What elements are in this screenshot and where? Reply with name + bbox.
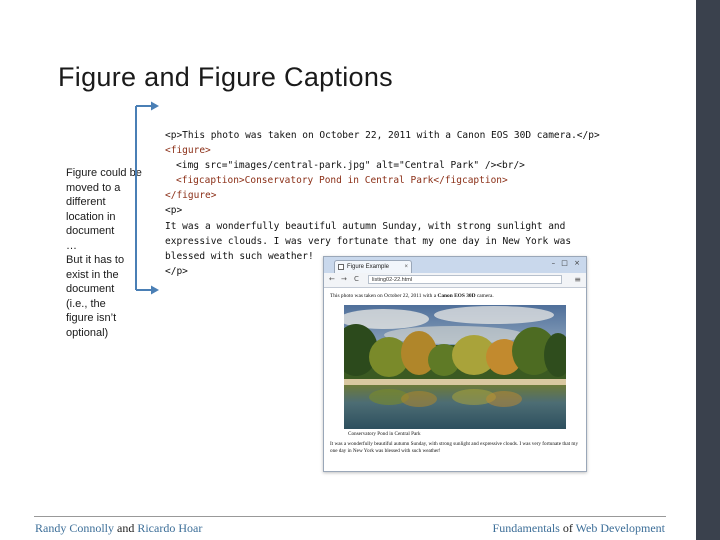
code-line-4: <figcaption>Conservatory Pond in Central Park</figcaption> [176, 175, 508, 187]
side-note-line: exist in the [66, 268, 119, 281]
code-line-5: </figure> [165, 190, 217, 202]
browser-tab[interactable] [334, 260, 412, 273]
side-note-line: Figure could be [66, 167, 142, 179]
close-icon[interactable]: × [404, 264, 408, 270]
side-note-line: location in [66, 210, 116, 223]
browser-page-content [324, 288, 586, 305]
reload-icon[interactable]: C [354, 275, 359, 283]
side-note-line: … [66, 239, 77, 252]
page-paragraph-1-text: This photo was taken on October 22, 2011 with a [330, 293, 438, 299]
browser-tab-title: Figure Example [347, 264, 390, 270]
footer-and: and [117, 521, 135, 535]
footer-divider [34, 516, 666, 517]
browser-tabbar [324, 257, 586, 273]
side-note-line: optional) [66, 326, 109, 339]
side-note-line: figure isn’t [66, 312, 117, 324]
forward-arrow-icon[interactable]: → [341, 275, 347, 283]
page-paragraph-1-bold: Canon EOS 30D [437, 293, 476, 299]
move-bracket-arrows [130, 100, 160, 300]
side-note-line: different [66, 196, 106, 208]
code-line-6: <p> [165, 205, 183, 217]
side-note-line: moved to a [66, 181, 121, 194]
code-line-3: <img src="images/central-park.jpg" alt="Central Park" /><br/> [176, 160, 525, 172]
side-note-line: document [66, 283, 115, 295]
code-line-9: blessed with such weather! [165, 250, 314, 262]
footer-book-title [493, 521, 665, 536]
code-line-7: It was a wonderfully beautiful autumn Sunday, with strong sunlight and [165, 220, 566, 232]
code-line-10: </p> [165, 265, 188, 277]
side-note-line: document [66, 225, 115, 237]
slide-right-bar [696, 0, 720, 540]
footer-author-1: Randy Connolly [35, 521, 115, 535]
back-arrow-icon[interactable]: ← [329, 275, 335, 283]
central-park-photo [344, 305, 566, 429]
footer-book-title-part-1: Fundamentals [492, 521, 560, 535]
browser-window-screenshot [323, 256, 587, 472]
page-paragraph-1-end: camera. [475, 293, 494, 299]
window-controls[interactable]: – □ × [551, 259, 582, 267]
footer-of: of [562, 521, 573, 535]
code-line-1: <p>This photo was taken on October 22, 2011 with a Canon EOS 30D camera.</p> [165, 130, 600, 141]
page-paragraph-2: It was a wonderfully beautiful autumn Sunday, with strong sunlight and expressive clouds. I was very fortunate that my one day in New York was blessed with such weather! [330, 441, 579, 454]
footer-authors [35, 521, 202, 536]
photo-caption: Conservatory Pond in Central Park [348, 431, 421, 437]
slide-title: Figure and Figure Captions [58, 62, 393, 92]
code-line-8: expressive clouds. I was very fortunate that my one day in New York was [165, 235, 572, 247]
menu-icon[interactable]: ≡ [574, 275, 581, 284]
page-icon [338, 264, 344, 270]
footer-book-title-part-2: Web Development [575, 521, 665, 535]
footer-author-2: Ricardo Hoar [137, 521, 203, 535]
browser-toolbar [324, 273, 586, 288]
side-note-line: But it has to [66, 254, 125, 266]
page-paragraph-1 [330, 293, 580, 300]
url-bar[interactable]: listing02-22.html [368, 275, 562, 284]
code-line-2: <figure> [165, 145, 211, 157]
side-note-line: (i.e., the [66, 297, 106, 310]
